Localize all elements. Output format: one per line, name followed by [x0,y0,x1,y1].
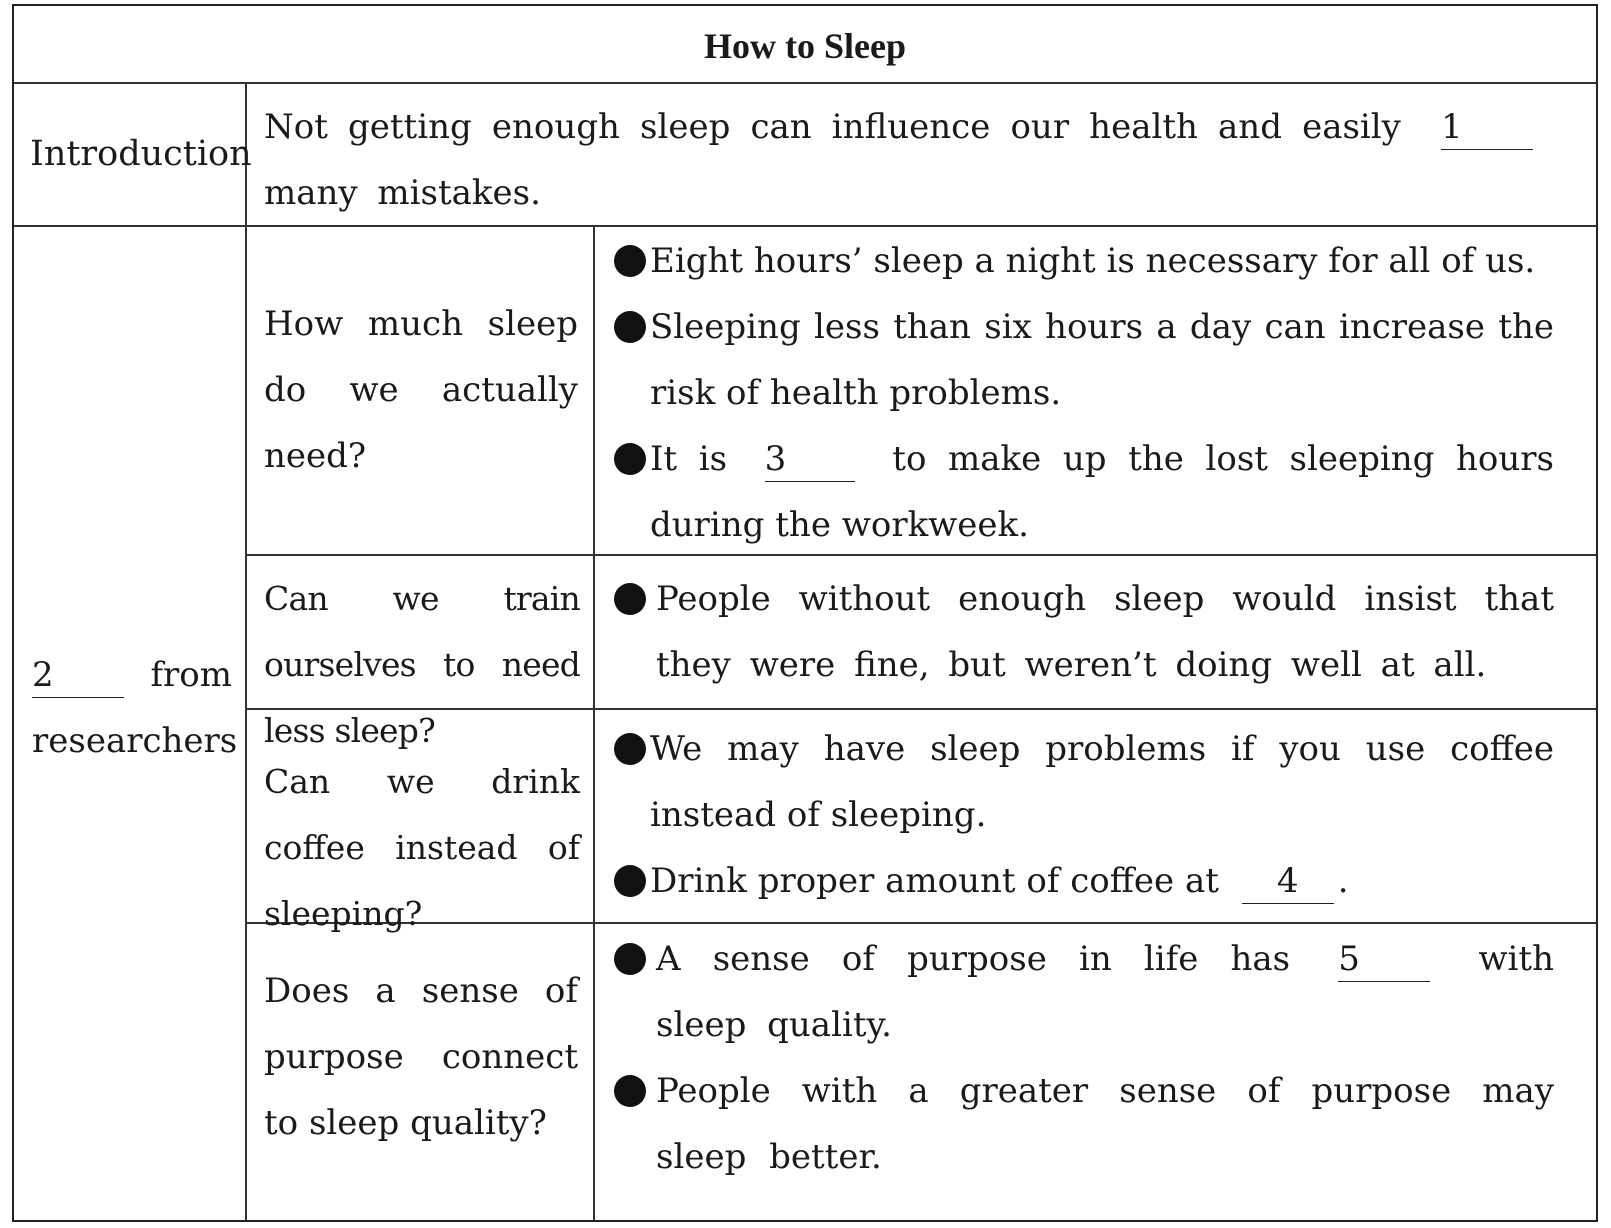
blank-2[interactable]: 2 [32,653,124,698]
research-label [32,642,238,774]
bullet-text-before: It is [650,439,728,479]
bullet-text-before: A sense of purpose in life has [656,939,1291,979]
answers-how-much-sleep [610,228,1554,558]
bullet-text-after: to make up the lost sleeping hours during the workweek. [650,439,1555,545]
list-item [610,426,1554,558]
bullet-icon [614,943,646,975]
bullet-text: Sleeping less than six hours a day can increase the risk of health problems. [650,307,1554,413]
blank-1[interactable]: 1 [1441,105,1533,150]
introduction-text-before: Not getting enough sleep can influence our health and easily [264,107,1401,147]
answers-sense-of-purpose [610,926,1554,1190]
introduction-label [14,82,252,225]
question-how-much-sleep: How much sleep do we actually need? [264,304,578,476]
bullet-icon [614,865,646,897]
list-item [610,228,1554,294]
table-title: How to Sleep [704,26,906,66]
bullet-icon [614,1075,646,1107]
research-label-from: from [150,655,232,695]
bullet-text-after: with sleep quality. [656,939,1554,1045]
column-divider [593,225,595,1220]
blank-4[interactable]: 4 [1242,859,1334,904]
list-item [610,294,1554,426]
list-item [610,926,1554,1058]
question-train-ourselves: Can we train ourselves to need less sleep? [264,579,580,750]
blank-3[interactable]: 3 [765,437,855,482]
list-item [610,716,1554,848]
list-item [610,848,1554,914]
question-sense-of-purpose: Does a sense of purpose connect to sleep quality? [264,971,578,1143]
bullet-text: Eight hours’ sleep a night is necessary for all of us. [650,241,1536,281]
bullet-icon [614,443,646,475]
bullet-text: People with a greater sense of purpose may sleep better. [656,1071,1554,1177]
bullet-icon [614,311,646,343]
bullet-text: We may have sleep problems if you use coffee instead of sleeping. [650,729,1554,835]
answers-coffee [610,716,1554,914]
how-to-sleep-table [12,4,1598,1222]
bullet-icon [614,583,646,615]
column-divider [245,82,247,1220]
bullet-icon [614,245,646,277]
bullet-text-after: . [1337,861,1349,901]
introduction-text [264,94,1553,226]
research-label-line1 [32,642,232,708]
bullet-text-before: Drink proper amount of coffee at [650,861,1219,901]
bullet-text: People without enough sleep would insist that they were fine, but weren’t doing well at all. [656,579,1554,685]
bullet-icon [614,733,646,765]
answers-train-ourselves [610,566,1554,698]
blank-5[interactable]: 5 [1338,937,1430,982]
introduction-label-text: Introduction [30,133,252,174]
list-item [610,566,1554,698]
list-item [610,1058,1554,1190]
research-label-line2: researchers [32,721,238,761]
question-coffee: Can we drink coffee instead of sleeping? [264,762,580,933]
introduction-text-after: many mistakes. [264,173,541,213]
